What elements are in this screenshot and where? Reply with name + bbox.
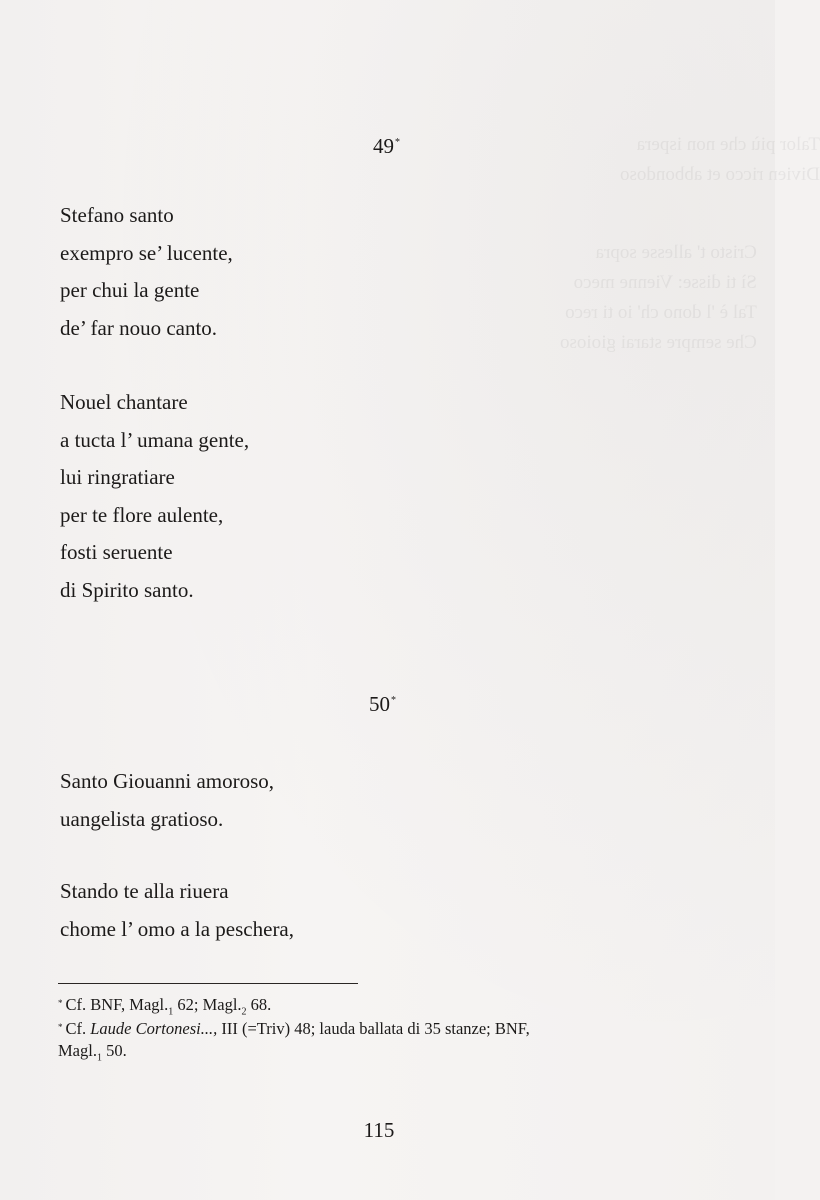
show-through-text: Talor più che non ispera Divien ricco et abbondoso: [620, 134, 820, 185]
verse-line: a tucta l’ umana gente,: [60, 427, 250, 452]
footnote-1: * Cf. BNF, $Magl._1$ 62; $Magl._2$ 68.: [58, 995, 272, 1018]
verse-line: exempro se’ lucente,: [60, 240, 233, 265]
verse-line: di Spirito santo.: [60, 577, 194, 602]
poem-50-number: 50*: [369, 692, 396, 716]
footnote-rule: [58, 983, 358, 984]
verse-line: Santo Giouanni amoroso,: [60, 769, 275, 793]
verse-line: chome l’ omo a la peschera,: [60, 916, 295, 941]
verse-line: uangelista gratioso.: [60, 806, 224, 831]
poem-49-stanza-2: [60, 384, 249, 610]
verse-line: lui ringratiare: [60, 465, 175, 490]
verse-line: Stando te alla riuera: [60, 879, 229, 903]
verse-line: fosti seruente: [60, 540, 173, 565]
verse-line: per chui la gente: [60, 278, 200, 303]
poem-50-stanza-2: [60, 873, 294, 948]
verse-line: per te flore aulente,: [60, 502, 224, 527]
verse-line: Stefano santo: [60, 203, 174, 227]
poem-49-stanza-1: [60, 197, 233, 347]
poem-50-stanza-1: [60, 763, 274, 838]
poem-49-number: 49*: [373, 134, 400, 158]
footnote-2: * Cf. Laude Cortonesi..., III (=Triv) 48; lauda ballata di 35 stanze; BNF, $Magl._1$ 50.: [58, 1019, 530, 1064]
verse-line: de’ far nouo canto.: [60, 315, 218, 340]
verse-line: Nouel chantare: [60, 390, 188, 414]
show-through-text: Cristo t' allesse sopra Sì ti disse: Vienne meco Tal è 'l dono ch' io ti reco Che sempre starai gioioso: [560, 242, 757, 353]
page-number: 115: [363, 1118, 395, 1142]
